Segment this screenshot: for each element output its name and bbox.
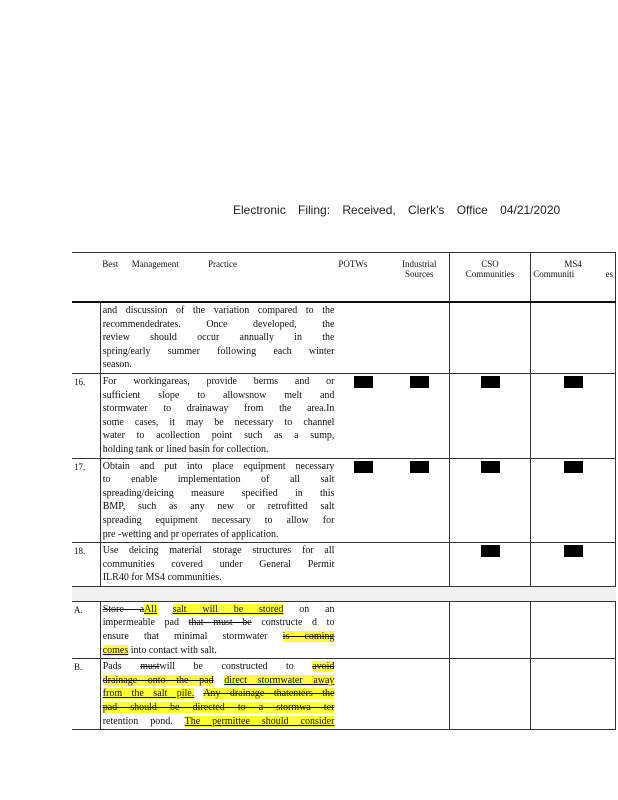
applies-mark bbox=[481, 461, 500, 473]
cell-potws bbox=[336, 302, 389, 373]
cell-potws bbox=[336, 543, 389, 587]
cell-industrial bbox=[390, 601, 450, 658]
header-potws bbox=[336, 253, 389, 303]
applies-mark bbox=[410, 376, 429, 388]
row-16-text bbox=[100, 373, 336, 458]
text-line: BMP, such as any new or retrofitted salt bbox=[102, 501, 335, 513]
table-row-b bbox=[72, 659, 616, 730]
cell-industrial bbox=[390, 543, 450, 587]
row-number: 17. bbox=[72, 458, 100, 543]
table-row-a bbox=[72, 601, 616, 658]
text-line: spreading/deicing measure specified in this bbox=[102, 487, 335, 499]
text-line: review should occur annually in the bbox=[102, 332, 335, 344]
applies-mark bbox=[564, 461, 583, 473]
header-bmp bbox=[100, 253, 336, 303]
header-industrial-a: Industrial bbox=[402, 259, 437, 269]
cell-cso bbox=[449, 302, 531, 373]
text-line: and discussion of the variation compared to the bbox=[102, 305, 335, 316]
text-segment: ensure that minimal stormwater bbox=[102, 631, 268, 643]
header-cso-a: CSO bbox=[481, 259, 499, 269]
table-row-18 bbox=[72, 543, 616, 587]
cell-industrial bbox=[390, 373, 450, 458]
row-continued-text bbox=[100, 302, 336, 373]
text-segment: constructe d to bbox=[261, 617, 335, 629]
text-line: to enable implementation of all salt bbox=[102, 474, 335, 486]
cell-cso bbox=[449, 373, 531, 458]
cell-ms4 bbox=[531, 601, 616, 658]
header-blank bbox=[72, 253, 100, 303]
inserted-text: All bbox=[144, 603, 157, 615]
text-line: recommendedrates. Once developed, the bbox=[102, 318, 335, 330]
row-17-text bbox=[100, 458, 336, 543]
header-bmp-c: Practice bbox=[207, 259, 237, 269]
cell-cso bbox=[449, 601, 531, 658]
row-number: B. bbox=[72, 659, 100, 730]
cell-cso bbox=[449, 543, 531, 587]
row-18-text bbox=[100, 543, 336, 587]
applies-mark bbox=[564, 376, 583, 388]
text-line: holding tank or lined basin for collection. bbox=[102, 443, 269, 455]
deleted-text: avoid bbox=[312, 661, 335, 673]
cell-ms4 bbox=[531, 543, 616, 587]
inserted-text: comes bbox=[102, 644, 129, 656]
row-number: 18. bbox=[72, 543, 100, 587]
cell-industrial bbox=[390, 659, 450, 730]
inserted-text: direct stormwater away bbox=[224, 674, 335, 686]
text-line: spreading equipment necessary to allow for bbox=[102, 514, 335, 526]
header-potws-label: POTWs bbox=[338, 259, 368, 269]
cell-ms4 bbox=[531, 373, 616, 458]
text-segment: on an bbox=[299, 603, 335, 615]
text-line: ILR40 for MS4 communities. bbox=[102, 572, 222, 584]
deleted-text: pad should be directed to a stormwa ter bbox=[102, 702, 335, 714]
applies-mark bbox=[481, 545, 500, 557]
text-segment: will be constructed to bbox=[159, 661, 294, 673]
table-row-16 bbox=[72, 373, 616, 458]
inserted-text: The permittee should consider bbox=[184, 715, 335, 727]
text-line: some cases, it may be necessary to channel bbox=[102, 416, 335, 428]
table-separator-row bbox=[72, 586, 616, 601]
text-line: water to acollection point such as a sump, bbox=[102, 430, 335, 442]
text-line: communities covered under General Permit bbox=[102, 558, 335, 570]
deleted-text: must bbox=[140, 661, 160, 673]
row-num-cell bbox=[72, 302, 100, 373]
filing-stamp: Electronic Filing: Received, Clerk's Office 04/21/2020 bbox=[233, 203, 561, 217]
header-industrial-b: Sources bbox=[405, 269, 434, 279]
cell-potws bbox=[336, 373, 389, 458]
cell-potws bbox=[336, 601, 389, 658]
text-line: For workingareas, provide berms and or bbox=[102, 375, 335, 387]
cell-industrial bbox=[390, 458, 450, 543]
cell-potws bbox=[336, 458, 389, 543]
deleted-text: drainage onto the pad bbox=[102, 674, 214, 686]
deleted-text: Any drainage thatenters the bbox=[203, 688, 335, 700]
applies-mark bbox=[354, 376, 373, 388]
cell-ms4 bbox=[531, 302, 616, 373]
header-ms4 bbox=[531, 253, 616, 303]
table-row-continued bbox=[72, 302, 616, 373]
row-number: A. bbox=[72, 601, 100, 658]
cell-ms4 bbox=[531, 659, 616, 730]
header-bmp-b: Management bbox=[131, 259, 179, 269]
deleted-text: that must be bbox=[188, 617, 252, 629]
applies-mark bbox=[481, 376, 500, 388]
cell-cso bbox=[449, 659, 531, 730]
text-line: sufficient slope to allowsnow melt and bbox=[102, 389, 335, 401]
text-segment: retention pond. bbox=[102, 715, 173, 727]
header-industrial bbox=[390, 253, 450, 303]
applies-mark bbox=[564, 545, 583, 557]
header-bmp-a: Best bbox=[102, 259, 119, 269]
row-number: 16. bbox=[72, 373, 100, 458]
text-line: stormwater to drainaway from the area.In bbox=[102, 403, 335, 415]
cell-cso bbox=[449, 458, 531, 543]
text-line: spring/early summer following each winter bbox=[102, 345, 335, 357]
bmp-table bbox=[72, 252, 616, 730]
text-line: Use deicing material storage structures for all bbox=[102, 545, 335, 557]
header-ms4-b: Communiti bbox=[533, 269, 575, 279]
deleted-text: Store a bbox=[102, 603, 145, 615]
text-line: season. bbox=[102, 359, 132, 371]
table-row-17 bbox=[72, 458, 616, 543]
table-header-row bbox=[72, 253, 616, 303]
cell-industrial bbox=[390, 302, 450, 373]
header-cso-b: Communities bbox=[465, 269, 515, 279]
applies-mark bbox=[410, 461, 429, 473]
deleted-text: is coming bbox=[282, 631, 335, 643]
row-a-text bbox=[100, 601, 336, 658]
inserted-text: from the salt pile. bbox=[102, 688, 195, 700]
row-b-text bbox=[100, 659, 336, 730]
header-cso bbox=[449, 253, 531, 303]
cell-potws bbox=[336, 659, 389, 730]
inserted-text: salt will be stored bbox=[172, 603, 284, 615]
cell-ms4 bbox=[531, 458, 616, 543]
text-segment: impermeable pad bbox=[102, 617, 179, 629]
separator-cell bbox=[72, 586, 616, 601]
text-segment: into contact with salt. bbox=[130, 644, 217, 656]
header-ms4-c: es bbox=[605, 269, 613, 279]
text-segment: Pads bbox=[102, 661, 122, 673]
header-ms4-a: MS4 bbox=[564, 259, 582, 269]
text-line: pre -wetting and pr operrates of application. bbox=[102, 528, 279, 540]
text-line: Obtain and put into place equipment necessary bbox=[102, 460, 335, 472]
applies-mark bbox=[354, 461, 373, 473]
